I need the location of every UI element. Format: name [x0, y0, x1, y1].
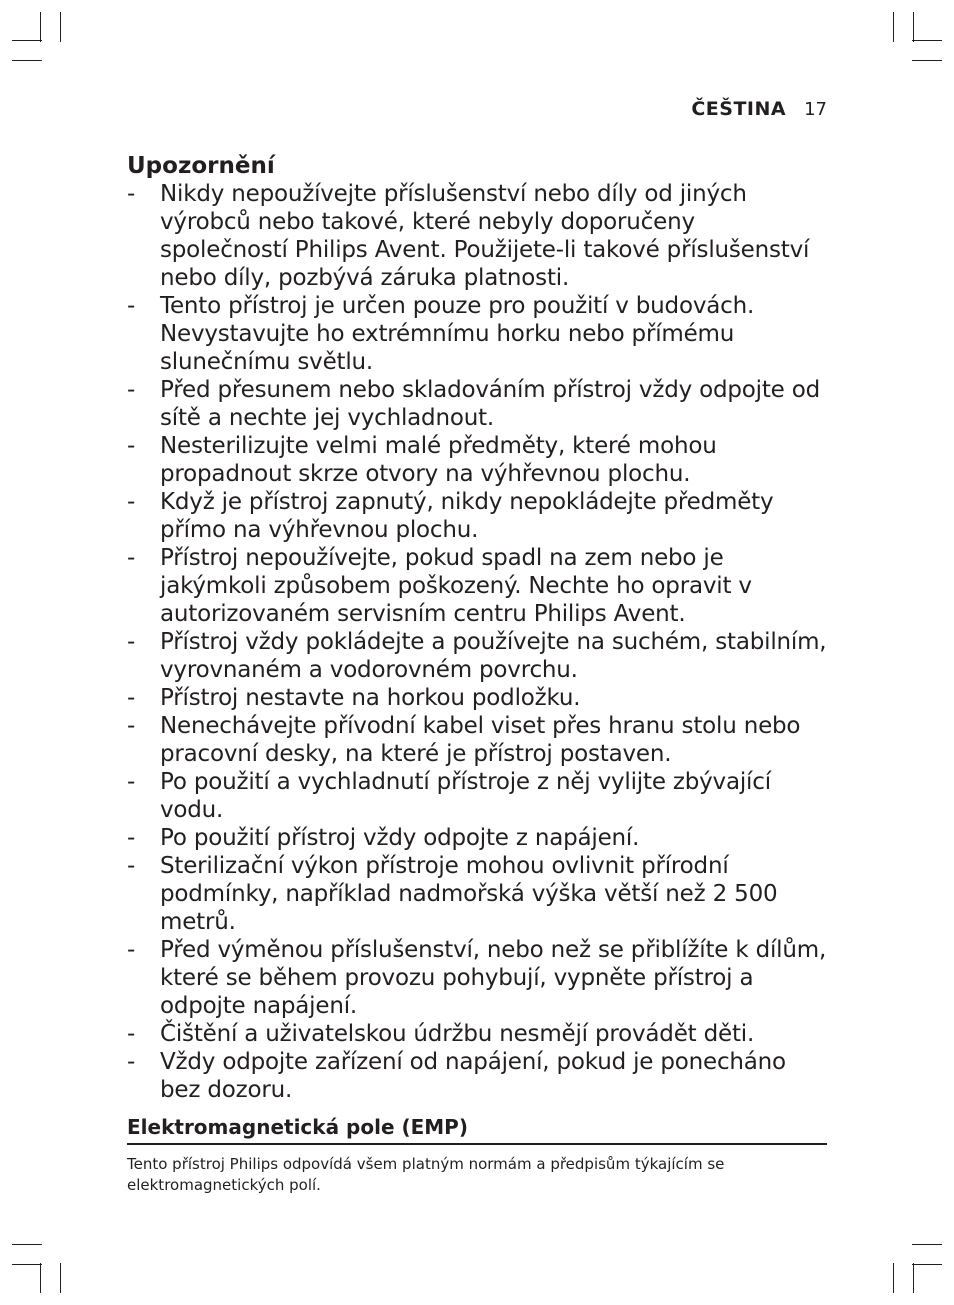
crop-mark — [12, 40, 42, 41]
warning-item-text: Přístroj nestavte na horkou podložku. — [160, 685, 581, 711]
crop-mark — [893, 12, 894, 42]
warning-item-text: Před výměnou příslušenství, nebo než se přiblížíte k dílům, které se během provozu pohybují, vypněte přístroj a odpojte napájení. — [160, 937, 827, 1019]
running-head — [691, 98, 827, 120]
crop-mark — [913, 12, 914, 42]
bullet-dash: - — [127, 937, 136, 963]
emf-paragraph: Tento přístroj Philips odpovídá všem platným normám a předpisům týkajícím se elektromagnetických polí. — [127, 1155, 725, 1194]
warning-item-text: Sterilizační výkon přístroje mohou ovlivnit přírodní podmínky, například nadmořská výška větší než 2 500 metrů. — [160, 853, 778, 935]
page-content — [127, 152, 827, 1211]
crop-mark — [912, 1264, 942, 1265]
warning-item-text: Nenechávejte přívodní kabel viset přes hranu stolu nebo pracovní desky, na které je přístroj postaven. — [160, 713, 801, 767]
warning-item-text: Nesterilizujte velmi malé předměty, které mohou propadnout skrze otvory na výhřevnou plochu. — [160, 433, 717, 487]
bullet-dash: - — [127, 825, 136, 851]
crop-mark — [60, 1263, 61, 1293]
bullet-dash: - — [127, 1021, 136, 1047]
warning-list — [127, 180, 827, 1104]
warning-item-text: Po použití přístroj vždy odpojte z napájení. — [160, 825, 640, 851]
warning-item — [127, 684, 827, 712]
warning-item-text: Přístroj nepoužívejte, pokud spadl na zem nebo je jakýmkoli způsobem poškozený. Nechte ho opravit v autorizovaném servisním centru Philips Avent. — [160, 545, 752, 627]
crop-mark — [912, 40, 942, 41]
warning-item — [127, 544, 827, 628]
warning-item — [127, 712, 827, 768]
crop-mark — [12, 60, 42, 61]
warning-item — [127, 936, 827, 1020]
bullet-dash: - — [127, 377, 136, 403]
page-number: 17 — [804, 99, 827, 120]
language-label: ČEŠTINA — [691, 98, 787, 120]
warning-item — [127, 432, 827, 488]
warning-item — [127, 628, 827, 684]
warning-item-text: Když je přístroj zapnutý, nikdy nepokládejte předměty přímo na výhřevnou plochu. — [160, 489, 774, 543]
warning-item — [127, 852, 827, 936]
warning-item — [127, 1020, 827, 1048]
warning-item-text: Před přesunem nebo skladováním přístroj vždy odpojte od sítě a nechte jej vychladnout. — [160, 377, 820, 431]
warning-item — [127, 488, 827, 544]
warning-item — [127, 768, 827, 824]
bullet-dash: - — [127, 713, 136, 739]
crop-mark — [912, 1244, 942, 1245]
crop-mark — [913, 1263, 914, 1293]
warning-heading: Upozornění — [127, 153, 275, 179]
crop-mark — [893, 1263, 894, 1293]
warning-item — [127, 1048, 827, 1104]
warning-item — [127, 824, 827, 852]
bullet-dash: - — [127, 293, 136, 319]
warning-item-text: Přístroj vždy pokládejte a používejte na suchém, stabilním, vyrovnaném a vodorovném povrchu. — [160, 629, 827, 683]
crop-mark — [40, 1263, 41, 1293]
bullet-dash: - — [127, 769, 136, 795]
crop-mark — [60, 12, 61, 42]
crop-mark — [912, 60, 942, 61]
warning-item-text: Tento přístroj je určen pouze pro použití v budovách. Nevystavujte ho extrémnímu horku nebo přímému slunečnímu světlu. — [160, 293, 755, 375]
bullet-dash: - — [127, 433, 136, 459]
bullet-dash: - — [127, 545, 136, 571]
warning-item-text: Nikdy nepoužívejte příslušenství nebo díly od jiných výrobců nebo takové, které nebyly doporučeny společností Philips Avent. Použijete-li takové příslušenství nebo díly, pozbývá záruka platnosti. — [160, 181, 810, 291]
crop-mark — [12, 1264, 42, 1265]
bullet-dash: - — [127, 629, 136, 655]
warning-item-text: Vždy odpojte zařízení od napájení, pokud je ponecháno bez dozoru. — [160, 1049, 786, 1103]
crop-mark — [12, 1244, 42, 1245]
bullet-dash: - — [127, 489, 136, 515]
warning-item — [127, 292, 827, 376]
warning-item — [127, 180, 827, 292]
warning-item-text: Po použití a vychladnutí přístroje z něj vylijte zbývající vodu. — [160, 769, 771, 823]
bullet-dash: - — [127, 181, 136, 207]
warning-item-text: Čištění a uživatelskou údržbu nesmějí provádět děti. — [160, 1021, 755, 1047]
bullet-dash: - — [127, 853, 136, 879]
emf-heading: Elektromagnetická pole (EMP) — [127, 1114, 827, 1145]
bullet-dash: - — [127, 1049, 136, 1075]
crop-mark — [40, 12, 41, 42]
warning-item — [127, 376, 827, 432]
bullet-dash: - — [127, 685, 136, 711]
